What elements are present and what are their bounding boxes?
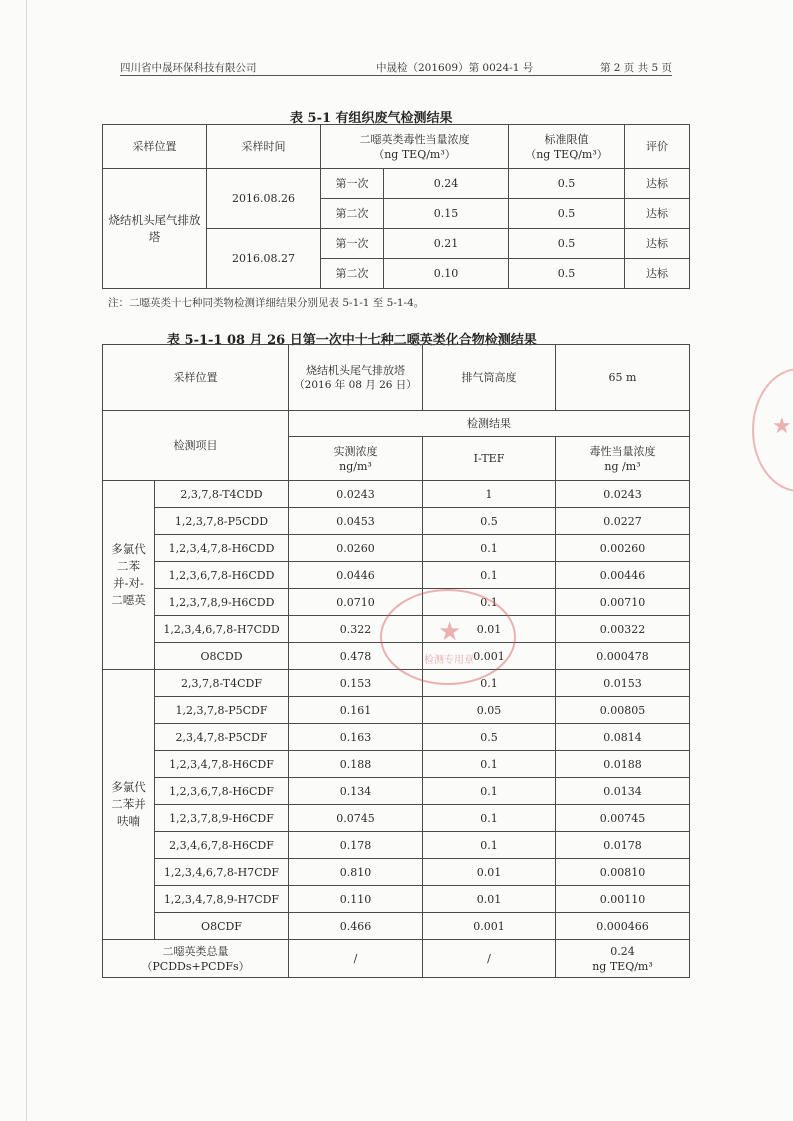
header-location: 采样位置 — [103, 125, 207, 169]
teq-unit: ng /m³ — [604, 459, 641, 473]
compound-name: 1,2,3,7,8-P5CDD — [155, 508, 289, 535]
pcdd-rows — [103, 481, 690, 670]
table-row — [103, 508, 690, 535]
table-row — [103, 616, 690, 643]
teq-value: 0.0134 — [556, 778, 690, 805]
itef-value: 0.1 — [423, 832, 556, 859]
table-row — [103, 886, 690, 913]
measured-value: 0.153 — [289, 670, 423, 697]
table2-header-row — [103, 411, 690, 437]
measured-value: 0.478 — [289, 643, 423, 670]
sampling-location: 烧结机头尾气排放塔 — [103, 169, 207, 289]
total-label-sub: （PCDDs+PCDFs） — [141, 959, 250, 973]
itef-value: 0.1 — [423, 805, 556, 832]
measured-unit: ng/m³ — [339, 459, 372, 473]
itef-value: 0.01 — [423, 616, 556, 643]
table2-title: 表 5-1-1 08 月 26 日第一次中十七种二噁英类化合物检测结果 — [167, 333, 537, 348]
total-label-cell — [103, 940, 289, 978]
compound-name: 1,2,3,4,7,8,9-H7CDF — [155, 886, 289, 913]
itef-value: 0.01 — [423, 886, 556, 913]
table-row — [103, 697, 690, 724]
teq-value: 0.00260 — [556, 535, 690, 562]
compound-name: O8CDD — [155, 643, 289, 670]
itef-value: 0.1 — [423, 778, 556, 805]
sample-number: 第二次 — [321, 199, 384, 228]
limit-value: 0.5 — [509, 229, 625, 259]
measured-value: 0.178 — [289, 832, 423, 859]
sample-number: 第一次 — [321, 169, 384, 198]
teq-value: 0.00745 — [556, 805, 690, 832]
compound-name: 2,3,7,8-T4CDF — [155, 670, 289, 697]
limit-value: 0.5 — [509, 169, 625, 199]
compound-name: 1,2,3,4,6,7,8-H7CDD — [155, 616, 289, 643]
pcdf-rows — [103, 670, 690, 940]
page-number: 第 2 页 共 5 页 — [599, 62, 672, 74]
table-row — [103, 859, 690, 886]
itef-value: 0.001 — [423, 643, 556, 670]
company-name: 四川省中晟环保科技有限公司 — [120, 62, 257, 74]
measured-value: 0.188 — [289, 751, 423, 778]
concentration-value: 0.15 — [433, 207, 459, 220]
total-row — [103, 940, 690, 978]
location-value — [289, 345, 423, 411]
compound-name: O8CDF — [155, 913, 289, 940]
itef-value: 0.1 — [423, 589, 556, 616]
concentration-value: 0.21 — [433, 237, 459, 250]
itef-value: 0.1 — [423, 670, 556, 697]
measured-value: 0.0745 — [289, 805, 423, 832]
teq-value: 0.0188 — [556, 751, 690, 778]
sampling-date: 2016.08.26 — [207, 169, 321, 229]
table-row — [103, 169, 690, 199]
table-row — [103, 670, 690, 697]
sampling-date: 2016.08.27 — [207, 229, 321, 289]
header-concentration — [321, 125, 509, 169]
table-row — [103, 535, 690, 562]
table-row — [103, 562, 690, 589]
edge-seal — [752, 368, 793, 492]
sample-number: 第一次 — [321, 229, 384, 258]
teq-value: 0.00710 — [556, 589, 690, 616]
item-label: 检测项目 — [103, 411, 289, 481]
measured-value: 0.163 — [289, 724, 423, 751]
measured-value: 0.0710 — [289, 589, 423, 616]
compound-name: 1,2,3,4,7,8-H6CDD — [155, 535, 289, 562]
seal-text: 检测专用章 — [424, 655, 474, 666]
location-value-line1: 烧结机头尾气排放塔 — [306, 363, 405, 377]
table2-location-row — [103, 345, 690, 411]
itef-value: 0.05 — [423, 697, 556, 724]
page-left-edge — [26, 0, 27, 1121]
table-row — [103, 589, 690, 616]
compound-group: 多氯代二苯并-对-二噁英 — [103, 481, 155, 670]
teq-value: 0.0814 — [556, 724, 690, 751]
itef-value: 0.5 — [423, 508, 556, 535]
teq-value: 0.00322 — [556, 616, 690, 643]
compound-group: 多氯代二苯并呋喃 — [103, 670, 155, 940]
measured-value: 0.466 — [289, 913, 423, 940]
sample-number: 第二次 — [321, 259, 384, 288]
header-concentration-label: 二噁英类毒性当量浓度 — [359, 132, 470, 146]
header-time: 采样时间 — [207, 125, 321, 169]
evaluation-result: 达标 — [625, 169, 690, 199]
teq-value: 0.00110 — [556, 886, 690, 913]
sample-cell — [321, 199, 509, 229]
itef-value: 0.001 — [423, 913, 556, 940]
teq-value: 0.00805 — [556, 697, 690, 724]
table1-header-row — [103, 125, 690, 169]
compound-name: 1,2,3,6,7,8-H6CDD — [155, 562, 289, 589]
table-row — [103, 832, 690, 859]
compound-name: 1,2,3,7,8-P5CDF — [155, 697, 289, 724]
measured-value: 0.161 — [289, 697, 423, 724]
itef-header: I-TEF — [423, 437, 556, 481]
teq-value: 0.0178 — [556, 832, 690, 859]
itef-value: 0.1 — [423, 751, 556, 778]
measured-value: 0.322 — [289, 616, 423, 643]
total-measured: / — [289, 940, 423, 978]
teq-value: 0.00810 — [556, 859, 690, 886]
table1-note: 注：二噁英类十七种同类物检测详细结果分别见表 5-1-1 至 5-1-4。 — [108, 297, 425, 309]
table-row — [103, 751, 690, 778]
teq-value: 0.0243 — [556, 481, 690, 508]
emission-results-table — [102, 124, 690, 289]
total-teq-cell — [556, 940, 690, 978]
measured-value: 0.134 — [289, 778, 423, 805]
limit-value: 0.5 — [509, 259, 625, 289]
compound-name: 1,2,3,7,8,9-H6CDD — [155, 589, 289, 616]
header-divider — [120, 75, 672, 76]
evaluation-result: 达标 — [625, 229, 690, 259]
table-row — [103, 724, 690, 751]
itef-value: 0.1 — [423, 562, 556, 589]
evaluation-result: 达标 — [625, 199, 690, 229]
document-number: 中晟检（201609）第 0024-1 号 — [376, 62, 534, 74]
measured-value: 0.110 — [289, 886, 423, 913]
sample-cell — [321, 259, 509, 289]
header-limit-label: 标准限值 — [544, 132, 589, 146]
table-row — [103, 481, 690, 508]
concentration-value: 0.24 — [433, 177, 459, 190]
total-itef: / — [423, 940, 556, 978]
table-row — [103, 805, 690, 832]
measured-value: 0.0453 — [289, 508, 423, 535]
limit-value: 0.5 — [509, 199, 625, 229]
location-label: 采样位置 — [103, 345, 289, 411]
table1-title: 表 5-1 有组织废气检测结果 — [290, 111, 453, 126]
teq-value: 0.00446 — [556, 562, 690, 589]
measured-value: 0.0260 — [289, 535, 423, 562]
compound-name: 1,2,3,4,6,7,8-H7CDF — [155, 859, 289, 886]
evaluation-result: 达标 — [625, 259, 690, 289]
compound-name: 1,2,3,7,8,9-H6CDF — [155, 805, 289, 832]
itef-value: 0.1 — [423, 535, 556, 562]
dioxin-congener-table — [102, 344, 690, 978]
total-label: 二噁英类总量 — [162, 944, 229, 958]
compound-name: 2,3,4,6,7,8-H6CDF — [155, 832, 289, 859]
sample-cell — [321, 169, 509, 199]
sample-cell — [321, 229, 509, 259]
location-value-line2: （2016 年 08 月 26 日） — [294, 378, 417, 391]
table-row — [103, 778, 690, 805]
teq-header — [556, 437, 690, 481]
itef-value: 1 — [423, 481, 556, 508]
teq-value: 0.0153 — [556, 670, 690, 697]
edge-seal-star-icon: ★ — [772, 414, 792, 439]
measured-value: 0.0446 — [289, 562, 423, 589]
header-concentration-unit: （ng TEQ/m³） — [373, 147, 456, 161]
results-label: 检测结果 — [289, 411, 690, 437]
teq-value: 0.000466 — [556, 913, 690, 940]
concentration-value: 0.10 — [433, 267, 459, 280]
stack-height-label: 排气筒高度 — [423, 345, 556, 411]
itef-value: 0.5 — [423, 724, 556, 751]
teq-value: 0.000478 — [556, 643, 690, 670]
compound-name: 2,3,4,7,8-P5CDF — [155, 724, 289, 751]
compound-name: 1,2,3,4,7,8-H6CDF — [155, 751, 289, 778]
table-row — [103, 913, 690, 940]
teq-value: 0.0227 — [556, 508, 690, 535]
header-limit — [509, 125, 625, 169]
measured-header — [289, 437, 423, 481]
table-row — [103, 643, 690, 670]
measured-value: 0.0243 — [289, 481, 423, 508]
total-teq: 0.24 — [610, 944, 635, 958]
seal-star-icon: ★ — [438, 617, 462, 647]
page-header — [120, 60, 672, 74]
measured-label: 实测浓度 — [333, 444, 378, 458]
total-teq-unit: ng TEQ/m³ — [592, 959, 653, 973]
header-limit-unit: （ng TEQ/m³） — [525, 147, 608, 161]
compound-name: 1,2,3,6,7,8-H6CDF — [155, 778, 289, 805]
header-evaluation: 评价 — [625, 125, 690, 169]
measured-value: 0.810 — [289, 859, 423, 886]
compound-name: 2,3,7,8-T4CDD — [155, 481, 289, 508]
teq-label: 毒性当量浓度 — [589, 444, 656, 458]
itef-value: 0.01 — [423, 859, 556, 886]
stack-height-value: 65 m — [556, 345, 690, 411]
